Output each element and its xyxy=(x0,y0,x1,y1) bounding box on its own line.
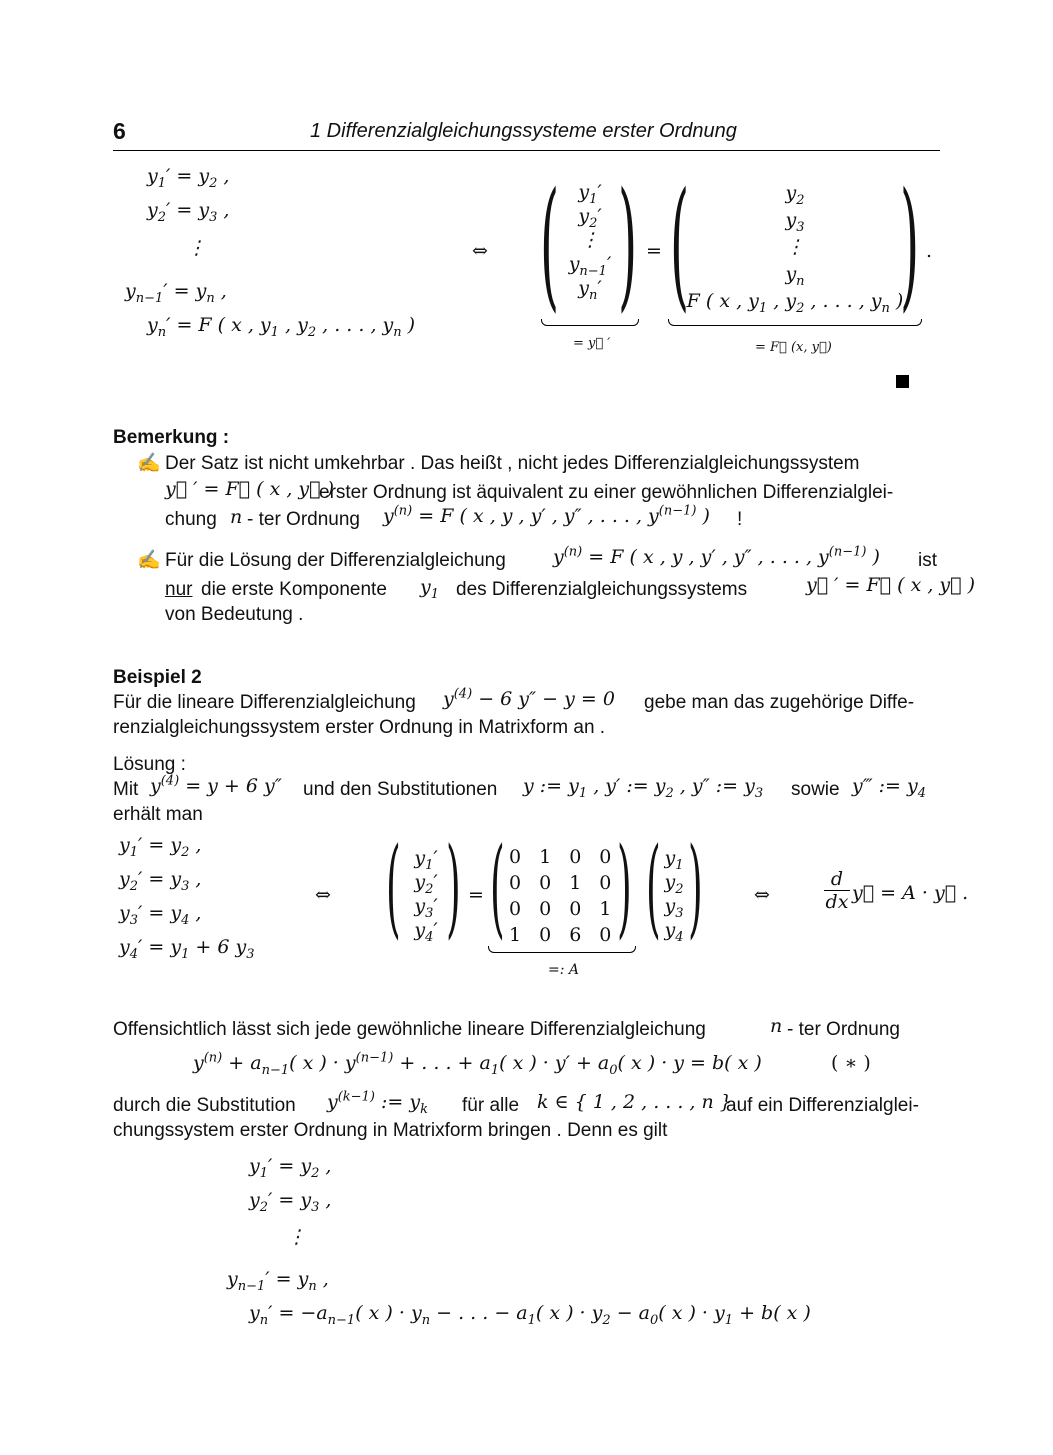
paren-r5: ) xyxy=(688,825,703,950)
writing-hand-icon-2: ✍ xyxy=(137,550,161,571)
right-paren: ) xyxy=(618,163,638,326)
final-line3: chungssystem erster Ordnung in Matrixform bringen . Denn es gilt xyxy=(113,1120,668,1141)
ex-eq1: $y_1' = y_2$ , xyxy=(119,834,202,860)
beispiel-line2: renzialgleichungssystem erster Ordnung in Matrixform an . xyxy=(113,717,606,738)
underbrace-left-label: = y⃗ ′ xyxy=(573,336,611,351)
loesung-label: Lösung : xyxy=(113,754,186,775)
bemerkung-item1-formula: y⃗ ′ = F⃗ ( x , y⃗ ) xyxy=(165,478,334,500)
ex-eq4: $y_4' = y_1 + 6$ $y_3$ xyxy=(119,936,255,962)
final-line2c: auf ein Differenzialglei- xyxy=(726,1095,919,1116)
final-line2a: durch die Substitution xyxy=(113,1095,296,1116)
beispiel-line1a: Für die lineare Differenzialgleichung xyxy=(113,692,416,713)
gen-vdots: ⋮ xyxy=(287,1226,306,1248)
eq-vdots: ⋮ xyxy=(187,237,206,259)
vector-yprime-4: $y_1'$ $y_2'$ $y_3'$ $y_4'$ xyxy=(414,847,438,945)
qed-square xyxy=(896,375,909,388)
bemerkung-item1-line1: Der Satz ist nicht umkehrbar . Das heißt , nicht jedes Differenzialgleichungssystem xyxy=(165,453,860,474)
beispiel-title: Beispiel 2 xyxy=(113,667,202,688)
ex-eq2: $y_2' = y_3$ , xyxy=(119,868,202,894)
right-paren-2: ) xyxy=(900,163,920,326)
left-paren-2: ( xyxy=(670,163,690,326)
paren-r3: ) xyxy=(446,825,461,950)
bemerkung-item2-line3: von Bedeutung . xyxy=(165,604,304,625)
equiv-symbol-2: ⇔ xyxy=(315,884,331,906)
eq-y1: $y_1' = y_2$ , xyxy=(147,165,230,191)
left-paren: ( xyxy=(540,163,560,326)
var-y1: $y_1$ xyxy=(420,576,440,602)
bemerkung-item1-end: ! xyxy=(737,509,743,530)
equiv-symbol-3: ⇔ xyxy=(754,884,770,906)
gen-eq-n-1: $y_{n-1}' = y_n$ , xyxy=(227,1268,329,1294)
equiv-symbol: ⇔ xyxy=(472,240,488,262)
chapter-title: 1 Differenzialgleichungssysteme erster Ordnung xyxy=(310,120,737,142)
page-number: 6 xyxy=(113,118,126,144)
beispiel-line1b: gebe man das zugehörige Diffe- xyxy=(644,692,915,713)
index-set: k ∈ { 1 , 2 , . . . , n } xyxy=(537,1091,732,1113)
eq-yn: $y_n' = F$ ( x , $y_1$ , $y_2$ , . . . , $y_n$ ) xyxy=(147,314,416,340)
gen-eq2: $y_2' = y_3$ , xyxy=(249,1189,332,1215)
substitution-k: $y^{(k-1)}$ := $y_k$ xyxy=(327,1089,428,1117)
matrix-A: 0 1 0 0 0 0 1 0 0 0 0 1 1 0 6 0 xyxy=(509,846,612,946)
underbrace-right-label: = F⃗ (x, y⃗) xyxy=(755,340,832,355)
paren-l4: ( xyxy=(490,825,505,950)
underbrace-A xyxy=(488,946,636,953)
final-line1: Offensichtlich lässt sich jede gewöhnliche lineare Differenzialgleichung xyxy=(113,1019,706,1040)
substitution-2: y := $y_1$ , y′ := $y_2$ , y″ := $y_3$ xyxy=(523,775,764,801)
underbrace-right xyxy=(668,319,922,326)
bemerkung-item2-nur: nur xyxy=(165,579,193,600)
mit-label: Mit xyxy=(113,779,139,800)
bemerkung-item1-line3a: chung xyxy=(165,509,217,530)
gen-eq-n: $y_n' = -a_{n-1}$( x ) · $y_n$ − . . . − $a_1$( x ) · $y_2 - a_0$( x ) · $y_1 + b$( x ) xyxy=(249,1302,811,1328)
ode-formula-1: $y^{(n)} = F$ ( x , y , y′ , y″ , . . . , $y^{(n-1)}$ ) xyxy=(383,503,710,527)
equals-sign: = xyxy=(646,240,662,262)
header-rule xyxy=(113,150,940,151)
bemerkung-item1-line3b: - ter Ordnung xyxy=(247,509,360,530)
ex-eq3: $y_3' = y_4$ , xyxy=(119,902,202,928)
substitution-1: $y^{(4)} = y + 6$ y″ xyxy=(150,773,282,797)
system-formula: y⃗ ′ = F⃗ ( x , y⃗ ) xyxy=(806,574,975,596)
final-line1b: - ter Ordnung xyxy=(787,1019,900,1040)
equation-star: ( ∗ ) xyxy=(831,1052,871,1074)
var-n: n xyxy=(230,506,243,528)
period: . xyxy=(926,240,933,262)
bemerkung-item2-line1: Für die Lösung der Differenzialgleichung xyxy=(165,550,506,571)
paren-r4: ) xyxy=(617,825,632,950)
var-n-2: n xyxy=(770,1015,783,1037)
gen-eq1: $y_1' = y_2$ , xyxy=(249,1155,332,1181)
bemerkung-item2-ist: ist xyxy=(918,550,937,571)
eq-y2: $y_2' = y_3$ , xyxy=(147,199,230,225)
bemerkung-item2-line2b: des Differenzialgleichungssystems xyxy=(456,579,748,600)
vector-F: $y_2$ $y_3$ ⋮ $y_n$ F ( x , $y_1$ , $y_2$ , . . . , $y_n$ ) xyxy=(686,182,904,316)
bemerkung-item1-line2: erster Ordnung ist äquivalent zu einer gewöhnlichen Differenzialglei- xyxy=(319,482,894,503)
und-label: und den Substitutionen xyxy=(303,779,498,800)
vector-y-4: $y_1$ $y_2$ $y_3$ $y_4$ xyxy=(664,847,684,945)
underbrace-left xyxy=(541,319,639,326)
linear-ode: $y^{(n)} + a_{n-1}$( x ) · $y^{(n-1)}$ + . . . + $a_1$( x ) · $y' + a_0$( x ) · y = b( x ) xyxy=(193,1050,762,1078)
matrix-label: =: A xyxy=(548,962,580,978)
substitution-3: y‴ := $y_4$ xyxy=(852,775,927,801)
vector-yprime: $y_1'$ $y_2'$ ⋮ $y_{n-1}'$ $y_n'$ xyxy=(568,181,612,303)
derivative-fraction: d dx xyxy=(825,868,849,913)
equals-sign-2: = xyxy=(468,884,484,906)
bemerkung-title: Bemerkung : xyxy=(113,427,230,448)
paren-l5: ( xyxy=(646,825,661,950)
sowie-label: sowie xyxy=(791,779,840,800)
writing-hand-icon: ✍ xyxy=(137,453,161,474)
eq-yn-1: $y_{n-1}' = y_n$ , xyxy=(125,280,227,306)
matrix-equation: y⃗ = A · y⃗ . xyxy=(852,882,969,904)
bemerkung-item2-line2: die erste Komponente xyxy=(201,579,387,600)
paren-l3: ( xyxy=(386,825,401,950)
ode-formula-2: $y^{(n)} = F$ ( x , y , y′ , y″ , . . . , $y^{(n-1)}$ ) xyxy=(553,544,880,568)
beispiel-ode: $y^{(4)} - 6$ y″ − y = 0 xyxy=(443,686,615,710)
erhaelt-label: erhält man xyxy=(113,804,203,825)
final-line2b: für alle xyxy=(462,1095,520,1116)
